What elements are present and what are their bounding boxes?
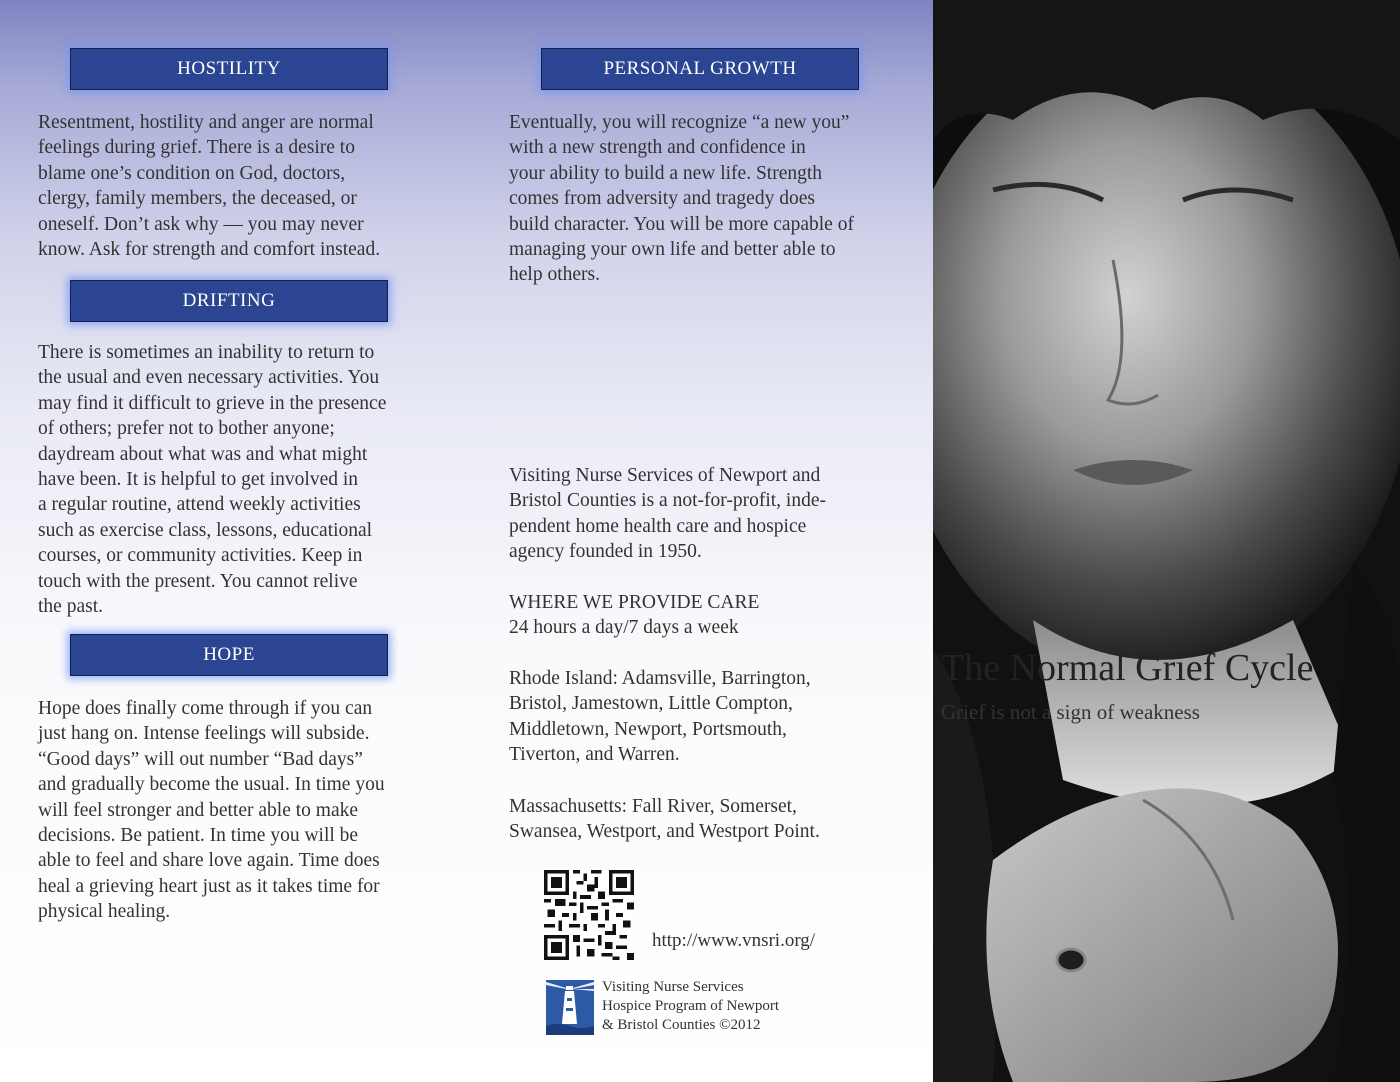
text-line: Middletown, Newport, Portsmouth, (509, 718, 787, 740)
lighthouse-logo-icon (546, 980, 594, 1035)
text-line: Bristol Counties is a not-for-profit, inde- (509, 490, 826, 512)
text-line: feelings during grief. There is a desire to (38, 137, 355, 159)
text-line: Swansea, Westport, and Westport Point. (509, 821, 820, 843)
text-line: may find it difficult to grieve in the presence (38, 392, 387, 414)
text-line: pendent home health care and hospice (509, 515, 807, 537)
text-line: courses, or community activities. Keep in (38, 545, 363, 567)
text-line: know. Ask for strength and comfort instead. (38, 239, 381, 261)
care-block (509, 590, 759, 641)
text-line: Massachusetts: Fall River, Somerset, (509, 796, 797, 817)
woman-portrait-image (933, 0, 1400, 1082)
text-line: oneself. Don’t ask why — you may never (38, 213, 364, 235)
drifting-title: DRIFTING (182, 290, 276, 311)
hostility-header (70, 48, 388, 90)
qr-code-icon[interactable] (544, 870, 634, 960)
text-line: and gradually become the usual. In time you (38, 774, 385, 796)
hope-paragraph (38, 696, 385, 925)
hope-header (70, 634, 388, 676)
text-line: decisions. Be patient. In time you will be (38, 825, 359, 847)
text-line: Bristol, Jamestown, Little Compton, (509, 693, 793, 715)
drifting-paragraph (38, 340, 386, 619)
text-line: with a new strength and confidence in (509, 137, 806, 159)
massachusetts-list (509, 794, 820, 845)
personal-growth-title: PERSONAL GROWTH (603, 58, 797, 79)
text-line: Rhode Island: Adamsville, Barrington, (509, 668, 811, 689)
text-line: will feel stronger and better able to make (38, 799, 358, 821)
rhode-island-list (509, 666, 811, 768)
text-line: Visiting Nurse Services of Newport and (509, 465, 821, 486)
text-line: agency founded in 1950. (509, 541, 702, 563)
cover-subtitle: Grief is not a sign of weakness (941, 700, 1200, 724)
text-line: build character. You will be more capable of (509, 213, 854, 235)
text-line: heal a grieving heart just as it takes time for (38, 875, 380, 897)
about-paragraph (509, 463, 826, 565)
care-heading: WHERE WE PROVIDE CARE (509, 592, 760, 613)
text-line: Tiverton, and Warren. (509, 744, 680, 766)
text-line: have been. It is helpful to get involved in (38, 469, 359, 491)
hope-title: HOPE (203, 644, 255, 665)
cover-photo (933, 0, 1400, 1082)
personal-growth-header (541, 48, 859, 90)
text-line: of others; prefer not to bother anyone; (38, 418, 335, 440)
hostility-paragraph (38, 110, 380, 262)
text-line: blame one’s condition on God, doctors, (38, 162, 346, 184)
text-line: such as exercise class, lessons, educational (38, 519, 373, 541)
text-line: daydream about what was and what might (38, 443, 368, 465)
text-line: There is sometimes an inability to return to (38, 342, 375, 363)
text-line: managing your own life and better able to (509, 239, 836, 261)
text-line: a regular routine, attend weekly activities (38, 494, 361, 516)
text-line: Resentment, hostility and anger are normal (38, 112, 374, 133)
text-line: Hope does finally come through if you can (38, 698, 373, 719)
text-line: just hang on. Intense feelings will subside. (38, 723, 370, 745)
personal-growth-paragraph (509, 110, 854, 288)
text-line: touch with the present. You cannot relive (38, 570, 358, 592)
text-line: Visiting Nurse Services (602, 979, 744, 995)
care-hours: 24 hours a day/7 days a week (509, 617, 739, 639)
text-line: the usual and even necessary activities. You (38, 367, 380, 389)
hostility-title: HOSTILITY (177, 58, 281, 79)
text-line: Eventually, you will recognize “a new you” (509, 112, 850, 133)
organization-name (602, 978, 779, 1035)
text-line: comes from adversity and tragedy does (509, 188, 815, 210)
text-line: Hospice Program of Newport (602, 998, 780, 1014)
website-url[interactable]: http://www.vnsri.org/ (652, 930, 816, 951)
text-line: clergy, family members, the deceased, or (38, 188, 357, 210)
text-line: help others. (509, 264, 600, 286)
text-line: & Bristol Counties ©2012 (602, 1017, 761, 1033)
text-line: “Good days” will out number “Bad days” (38, 748, 363, 770)
text-line: physical healing. (38, 901, 171, 923)
drifting-header (70, 280, 388, 322)
text-line: the past. (38, 596, 103, 618)
text-line: able to feel and share love again. Time does (38, 850, 380, 872)
cover-title: The Normal Grief Cycle (941, 647, 1314, 689)
text-line: your ability to build a new life. Strength (509, 162, 823, 184)
